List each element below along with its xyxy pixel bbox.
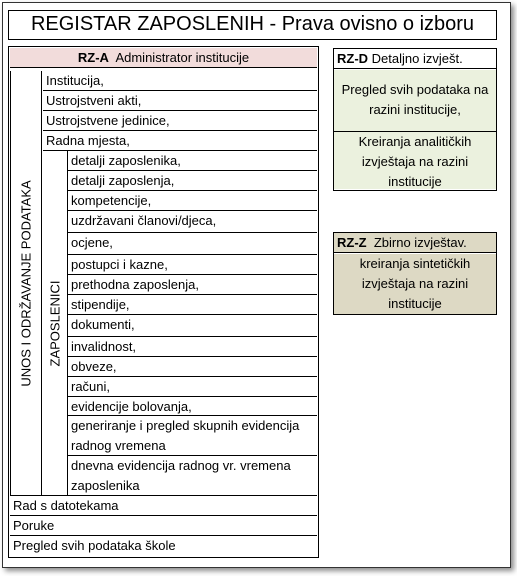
rz-z-header — [334, 233, 496, 253]
list-item: računi, — [68, 377, 317, 397]
rz-z-name: Zbirno izvještav. — [373, 235, 467, 250]
list-item: invalidnost, — [68, 337, 317, 357]
list-item: dokumenti, — [68, 315, 317, 337]
rz-a-name: Administrator institucije — [115, 50, 250, 65]
rz-z-box — [333, 232, 497, 315]
unos-odrzavanje-label: UNOS I ODRŽAVANJE PODATAKA — [18, 179, 34, 387]
rz-a-header — [10, 48, 317, 68]
list-item: kompetencije, — [68, 191, 317, 211]
list-item: Ustrojstvene jedinice, — [43, 111, 317, 131]
list-item: detalji zaposlenja, — [68, 171, 317, 191]
zaposlenici-column — [42, 151, 68, 496]
list-item: dnevna evidencija radnog vr. vremena zaposlenika — [68, 456, 317, 496]
list-item: Pregled svih podataka škole — [10, 536, 317, 556]
rz-d-item: Kreiranja analitičkih izvještaja na razini institucije — [334, 132, 496, 189]
rz-d-header — [334, 49, 496, 69]
rz-a-code: RZ-A — [77, 50, 109, 65]
list-item: postupci i kazne, — [68, 255, 317, 275]
rz-z-item: kreiranja sintetičkih izvještaja na razini institucije — [334, 254, 496, 314]
list-item: Rad s datotekama — [10, 496, 317, 516]
list-item: uzdržavani članovi/djeca, — [68, 211, 317, 233]
list-item: Institucija, — [43, 71, 317, 91]
rz-d-code: RZ-D — [337, 51, 369, 66]
list-item: stipendije, — [68, 295, 317, 315]
list-item: detalji zaposlenika, — [68, 151, 317, 171]
list-item: prethodna zaposlenja, — [68, 275, 317, 295]
diagram-title: REGISTAR ZAPOSLENIH - Prava ovisno o izboru — [8, 10, 497, 40]
list-item: Poruke — [10, 516, 317, 536]
list-item: Ustrojstveni akti, — [43, 91, 317, 111]
list-item: ocjene, — [68, 233, 317, 255]
list-item: Radna mjesta, — [43, 131, 317, 151]
rz-d-item: Pregled svih podataka na razini institucije, — [334, 70, 496, 132]
list-item: obveze, — [68, 357, 317, 377]
rz-d-box — [333, 48, 497, 191]
rz-z-code: RZ-Z — [337, 235, 367, 250]
zaposlenici-label: ZAPOSLENICI — [47, 280, 62, 366]
unos-odrzavanje-column — [10, 71, 42, 496]
list-item: generiranje i pregled skupnih evidencija radnog vremena — [68, 416, 317, 456]
list-item: evidencije bolovanja, — [68, 397, 317, 416]
rz-d-name: Detaljno izvješt. — [371, 51, 463, 66]
